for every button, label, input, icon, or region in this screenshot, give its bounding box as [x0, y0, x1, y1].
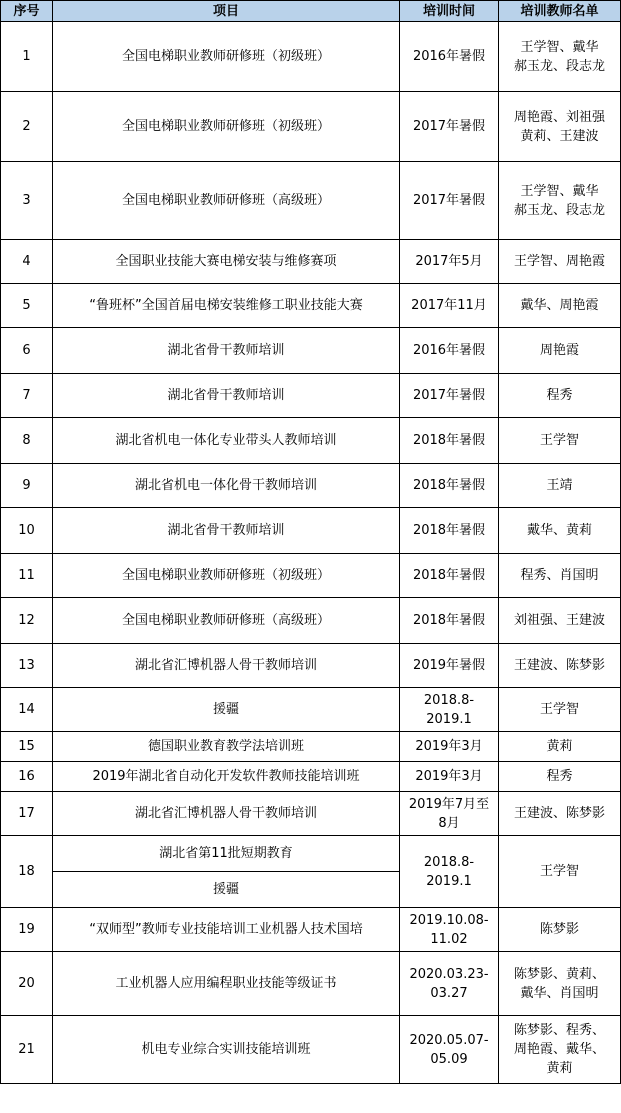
header-teachers: 培训教师名单: [499, 1, 621, 22]
table-row: [1, 762, 621, 792]
table-row: [1, 644, 621, 688]
row-number: 7: [1, 374, 53, 418]
row-project: “双师型”教师专业技能培训工业机器人技术国培: [53, 908, 400, 952]
table-row: [1, 508, 621, 554]
row-teachers: 王靖: [499, 464, 621, 508]
row-number: 10: [1, 508, 53, 554]
row-time: 2019年7月至 8月: [400, 792, 499, 836]
row-project: 工业机器人应用编程职业技能等级证书: [53, 952, 400, 1016]
row-teachers: 戴华、周艳霞: [499, 284, 621, 328]
row-time: 2017年暑假: [400, 92, 499, 162]
row-number: 9: [1, 464, 53, 508]
row-teachers: 王学智: [499, 836, 621, 908]
row-number: 1: [1, 22, 53, 92]
table-row: [1, 554, 621, 598]
row-project: 全国职业技能大赛电梯安装与维修赛项: [53, 240, 400, 284]
row-project: 全国电梯职业教师研修班（高级班）: [53, 162, 400, 240]
row-time: 2018年暑假: [400, 598, 499, 644]
row-time: 2018年暑假: [400, 464, 499, 508]
row-number: 12: [1, 598, 53, 644]
row-project-sub: 援疆: [53, 872, 400, 908]
table-row: [1, 328, 621, 374]
header-project: 项目: [53, 1, 400, 22]
row-project: 全国电梯职业教师研修班（高级班）: [53, 598, 400, 644]
row-number: 8: [1, 418, 53, 464]
row-project: 湖北省机电一体化专业带头人教师培训: [53, 418, 400, 464]
row-time: 2018.8- 2019.1: [400, 688, 499, 732]
row-project: 全国电梯职业教师研修班（初级班）: [53, 92, 400, 162]
row-project: 机电专业综合实训技能培训班: [53, 1016, 400, 1084]
row-time: 2020.05.07- 05.09: [400, 1016, 499, 1084]
table-row: [1, 284, 621, 328]
row-time: 2019年暑假: [400, 644, 499, 688]
row-time: 2017年暑假: [400, 374, 499, 418]
table-row: [1, 1016, 621, 1084]
row-number: 6: [1, 328, 53, 374]
row-teachers: 王学智、周艳霞: [499, 240, 621, 284]
row-teachers: 刘祖强、王建波: [499, 598, 621, 644]
row-time: 2017年5月: [400, 240, 499, 284]
table-row: [1, 92, 621, 162]
row-project: 湖北省汇博机器人骨干教师培训: [53, 644, 400, 688]
row-number: 11: [1, 554, 53, 598]
row-project: 湖北省骨干教师培训: [53, 374, 400, 418]
row-time: 2016年暑假: [400, 22, 499, 92]
row-project: “鲁班杯”全国首届电梯安装维修工职业技能大赛: [53, 284, 400, 328]
row-project: 援疆: [53, 688, 400, 732]
row-time: 2018年暑假: [400, 508, 499, 554]
row-teachers: 戴华、黄莉: [499, 508, 621, 554]
row-teachers: 周艳霞: [499, 328, 621, 374]
row-number: 20: [1, 952, 53, 1016]
row-number: 4: [1, 240, 53, 284]
row-number: 17: [1, 792, 53, 836]
row-project: 2019年湖北省自动化开发软件教师技能培训班: [53, 762, 400, 792]
row-teachers: 王学智: [499, 418, 621, 464]
row-time: 2017年暑假: [400, 162, 499, 240]
row-number: 19: [1, 908, 53, 952]
row-project: 湖北省骨干教师培训: [53, 328, 400, 374]
row-number: 14: [1, 688, 53, 732]
row-project: 湖北省第11批短期教育: [53, 836, 400, 872]
row-number: 18: [1, 836, 53, 908]
row-number: 16: [1, 762, 53, 792]
row-teachers: 陈梦影、黄莉、 戴华、肖国明: [499, 952, 621, 1016]
row-teachers: 周艳霞、刘祖强 黄莉、王建波: [499, 92, 621, 162]
row-number: 13: [1, 644, 53, 688]
table-row: [1, 952, 621, 1016]
row-project: 湖北省骨干教师培训: [53, 508, 400, 554]
table-row: [1, 732, 621, 762]
row-number: 5: [1, 284, 53, 328]
row-number: 21: [1, 1016, 53, 1084]
header-row: [1, 1, 621, 22]
row-teachers: 黄莉: [499, 732, 621, 762]
table-row: [1, 418, 621, 464]
table-row: [1, 908, 621, 952]
row-project: 全国电梯职业教师研修班（初级班）: [53, 22, 400, 92]
row-time: 2020.03.23- 03.27: [400, 952, 499, 1016]
row-teachers: 王建波、陈梦影: [499, 792, 621, 836]
row-teachers: 王学智、戴华 郝玉龙、段志龙: [499, 162, 621, 240]
row-number: 3: [1, 162, 53, 240]
row-teachers: 陈梦影: [499, 908, 621, 952]
table-row: [1, 598, 621, 644]
row-teachers: 程秀: [499, 762, 621, 792]
table-row: [1, 374, 621, 418]
row-teachers: 王建波、陈梦影: [499, 644, 621, 688]
table-body: [1, 22, 621, 1084]
row-number: 2: [1, 92, 53, 162]
row-project: 湖北省机电一体化骨干教师培训: [53, 464, 400, 508]
row-time: 2019年3月: [400, 732, 499, 762]
table-row: [1, 688, 621, 732]
row-time: 2018年暑假: [400, 554, 499, 598]
row-teachers: 王学智、戴华 郝玉龙、段志龙: [499, 22, 621, 92]
row-teachers: 王学智: [499, 688, 621, 732]
row-teachers: 程秀: [499, 374, 621, 418]
header-no: 序号: [1, 1, 53, 22]
table-row: [1, 240, 621, 284]
table-row: [1, 792, 621, 836]
row-project: 湖北省汇博机器人骨干教师培训: [53, 792, 400, 836]
row-time: 2018年暑假: [400, 418, 499, 464]
header-time: 培训时间: [400, 1, 499, 22]
row-time: 2017年11月: [400, 284, 499, 328]
table-row: [1, 162, 621, 240]
row-time: 2019年3月: [400, 762, 499, 792]
table-row: [1, 836, 621, 872]
row-teachers: 陈梦影、程秀、 周艳霞、戴华、 黄莉: [499, 1016, 621, 1084]
row-time: 2018.8- 2019.1: [400, 836, 499, 908]
row-project: 德国职业教育教学法培训班: [53, 732, 400, 762]
row-project: 全国电梯职业教师研修班（初级班）: [53, 554, 400, 598]
row-time: 2016年暑假: [400, 328, 499, 374]
row-time: 2019.10.08- 11.02: [400, 908, 499, 952]
table-row: [1, 22, 621, 92]
row-number: 15: [1, 732, 53, 762]
row-teachers: 程秀、肖国明: [499, 554, 621, 598]
table-row: [1, 464, 621, 508]
